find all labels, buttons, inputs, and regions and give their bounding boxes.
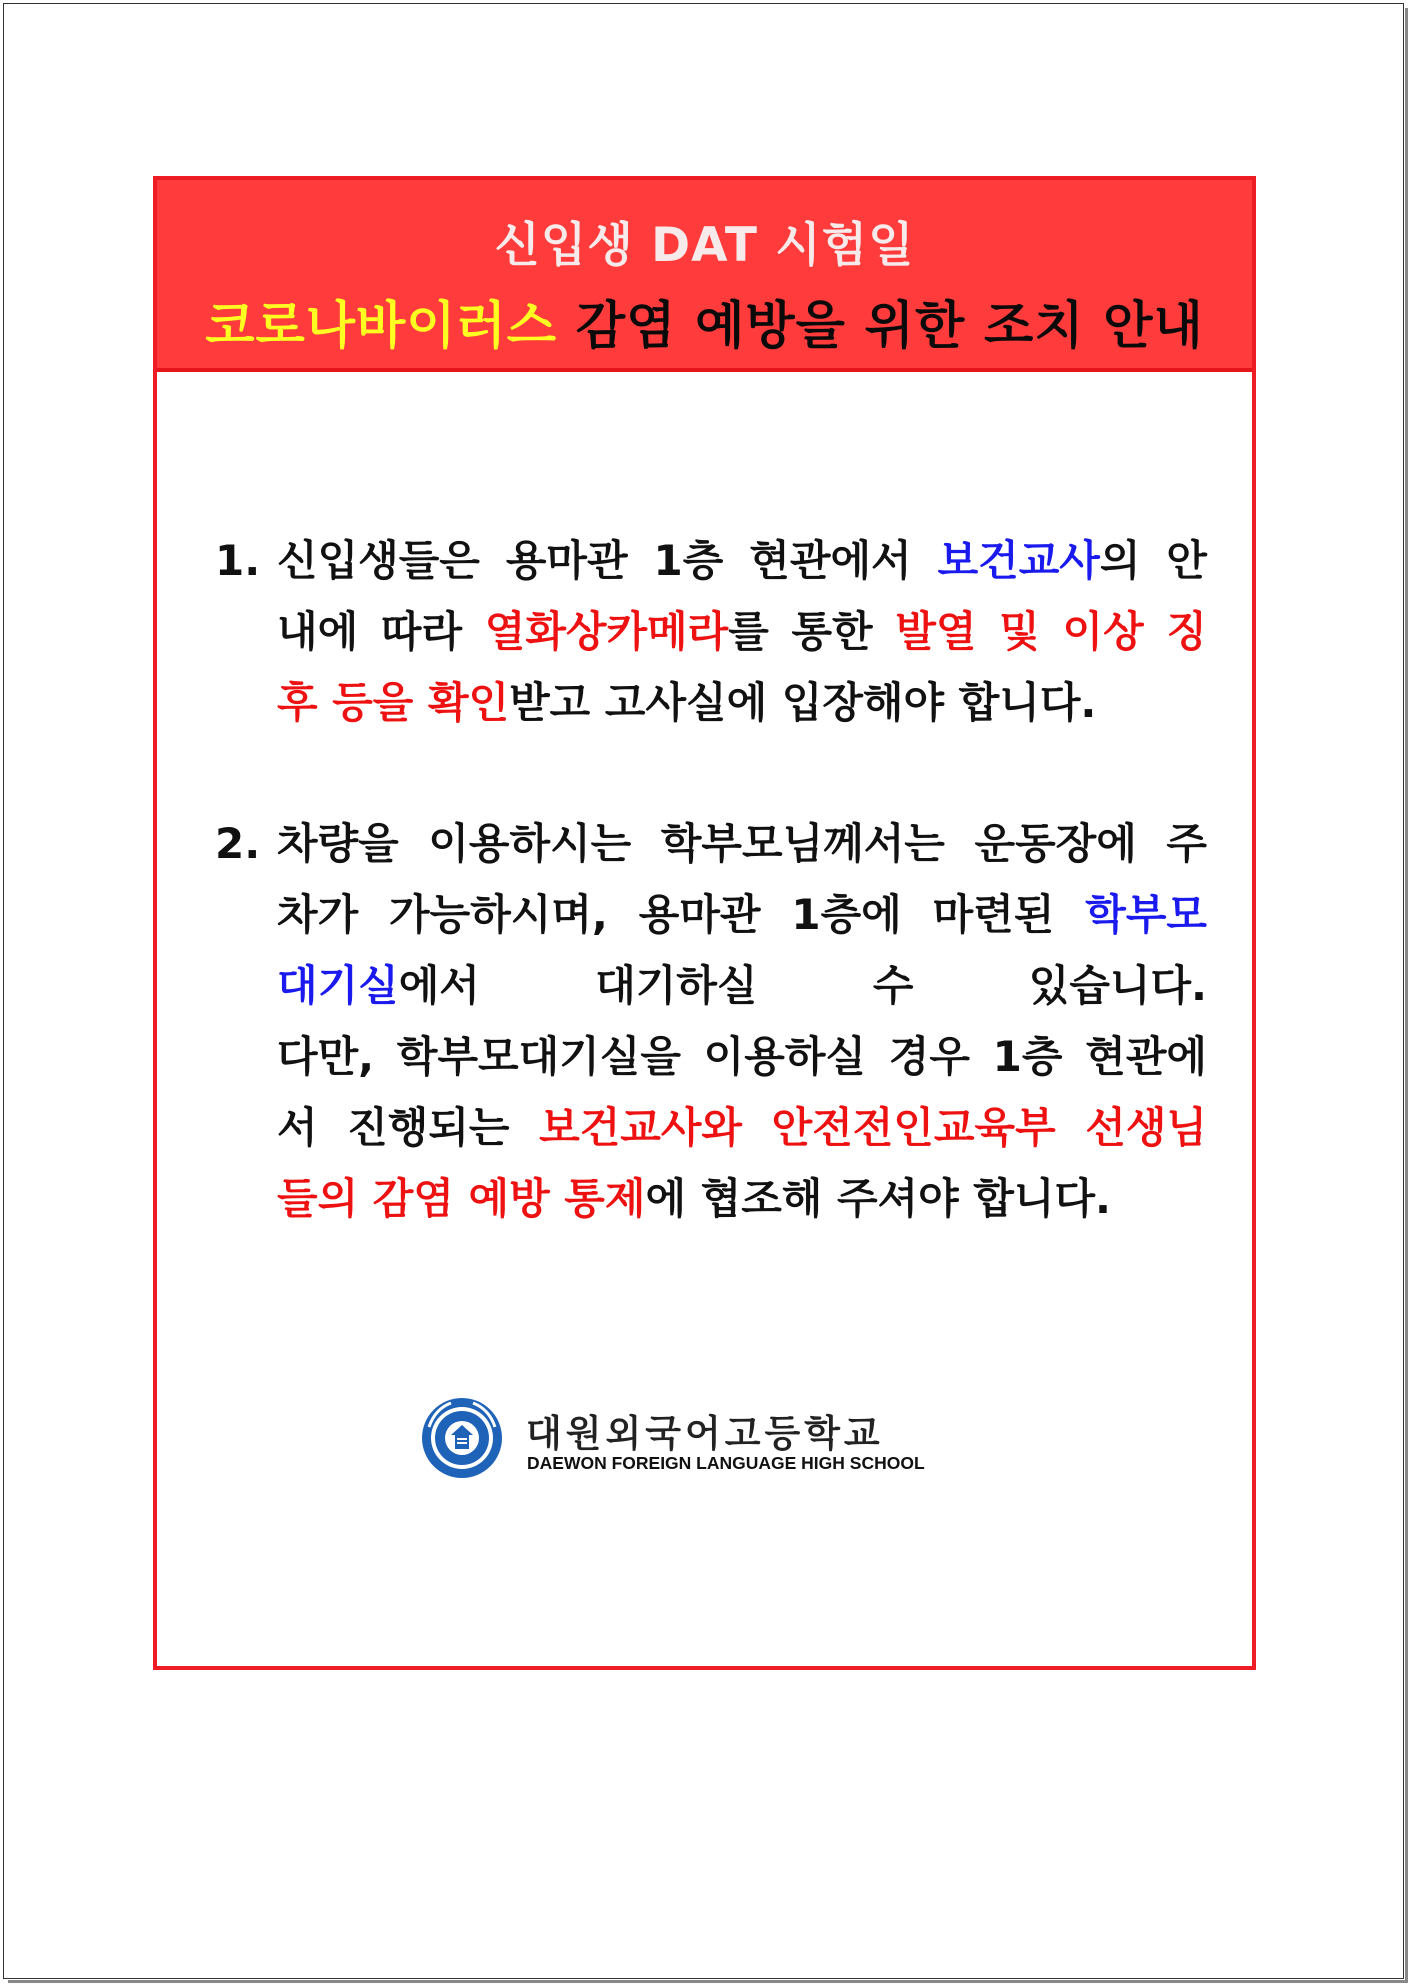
notice-title-line1: 신입생 DAT 시험일 bbox=[494, 218, 915, 273]
item-line bbox=[215, 667, 1207, 738]
highlighted-text: 들의 감염 예방 통제 bbox=[277, 1174, 646, 1223]
highlighted-text: 열화상카메라 bbox=[484, 607, 729, 656]
highlighted-text: 후 등을 확인 bbox=[277, 678, 510, 727]
item-line bbox=[215, 596, 1207, 667]
item-number: 2. bbox=[215, 819, 261, 868]
item-text: 받고 고사실에 입장해야 합니다. bbox=[509, 678, 1097, 727]
title-rest: 감염 예방을 위한 조치 안내 bbox=[557, 297, 1204, 356]
item-text: 에 협조해 주셔야 합니다. bbox=[645, 1174, 1111, 1223]
page-shadow-right bbox=[1405, 8, 1408, 1983]
item-text: 를 통한 bbox=[728, 607, 896, 656]
notice-items bbox=[215, 525, 1207, 1234]
school-name-english: DAEWON FOREIGN LANGUAGE HIGH SCHOOL bbox=[527, 1453, 925, 1473]
item-line bbox=[215, 1092, 1207, 1163]
item-line bbox=[215, 879, 1207, 950]
item-text: 서 진행되는 bbox=[277, 1103, 540, 1152]
school-logo bbox=[421, 1397, 961, 1487]
item-text: 에서 대기하실 수 있습니다. bbox=[398, 961, 1207, 1010]
item-line bbox=[215, 950, 1207, 1021]
title-highlight: 코로나바이러스 bbox=[205, 297, 558, 356]
item-number: 1. bbox=[215, 536, 261, 585]
highlighted-text: 보건교사와 안전전인교육부 선생님 bbox=[539, 1103, 1207, 1152]
highlighted-text: 대기실 bbox=[277, 961, 399, 1010]
school-emblem-icon bbox=[421, 1397, 503, 1479]
highlighted-text: 발열 및 이상 징 bbox=[895, 607, 1207, 656]
item-line bbox=[215, 1021, 1207, 1092]
notice-header bbox=[157, 180, 1252, 372]
item-text: 의 안 bbox=[1099, 536, 1207, 585]
item-text: 차량을 이용하시는 학부모님께서는 운동장에 주 bbox=[277, 819, 1207, 868]
school-name-korean: 대원외국어고등학교 bbox=[526, 1412, 884, 1455]
page-shadow-bottom bbox=[8, 1980, 1408, 1983]
notice-title-line2 bbox=[157, 284, 1252, 358]
item-text: 내에 따라 bbox=[277, 607, 485, 656]
highlighted-text: 보건교사 bbox=[937, 536, 1100, 585]
item-text: 다만, 학부모대기실을 이용하실 경우 1층 현관에 bbox=[277, 1032, 1207, 1081]
item-line bbox=[215, 525, 1207, 596]
item-line bbox=[215, 1163, 1207, 1234]
notice-item-1 bbox=[215, 525, 1207, 738]
highlighted-text: 학부모 bbox=[1085, 890, 1207, 939]
item-line bbox=[215, 808, 1207, 879]
item-text: 신입생들은 용마관 1층 현관에서 bbox=[277, 536, 938, 585]
notice-box bbox=[153, 176, 1256, 1670]
notice-item-2 bbox=[215, 808, 1207, 1234]
item-text: 차가 가능하시며, 용마관 1층에 마련된 bbox=[277, 890, 1086, 939]
